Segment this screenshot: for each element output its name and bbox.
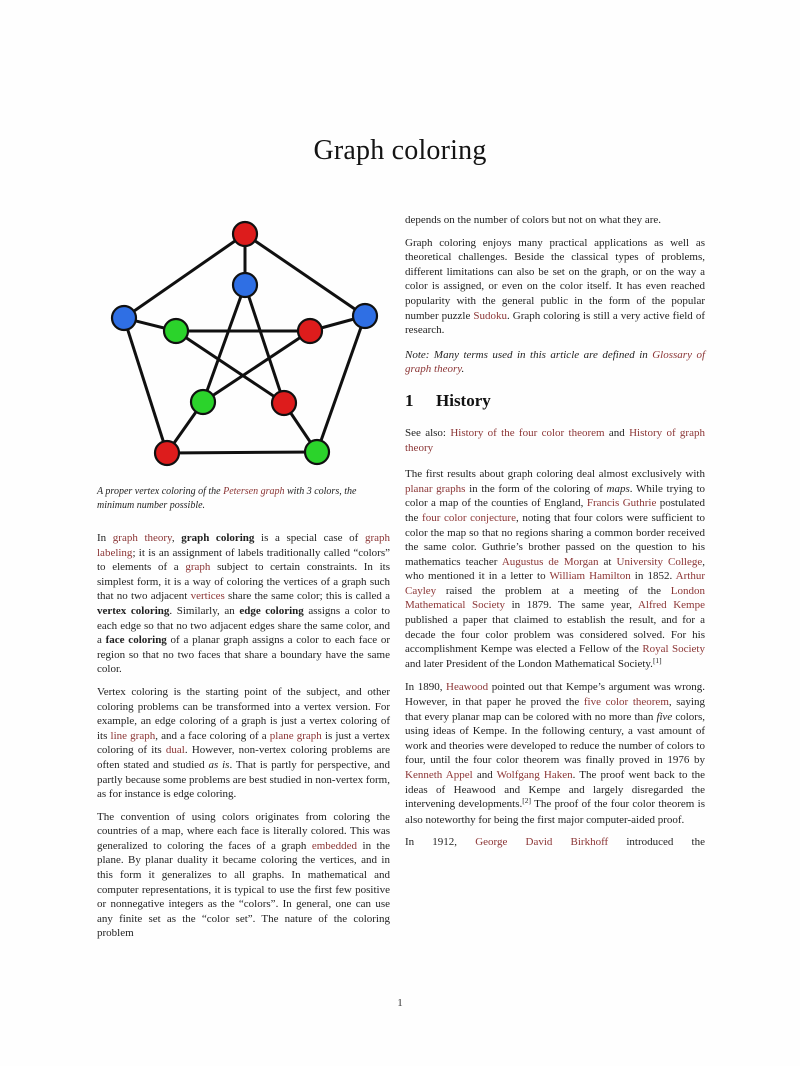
text-segment: is just a vertex coloring of its	[97, 729, 390, 757]
text-segment: In 1890,	[405, 681, 447, 694]
wiki-link[interactable]: embedded	[311, 839, 358, 852]
history-paragraph-1	[405, 467, 705, 672]
see-also-line	[405, 426, 705, 455]
wiki-link[interactable]: plane graph	[269, 729, 322, 742]
graph-vertex-inner-bottom-left	[191, 390, 215, 414]
text-segment: In	[97, 532, 113, 544]
text-segment: The convention of using colors originates from coloring the countries of a map, where each face is literally colored. This was generalized to coloring the faces of a graph	[97, 810, 390, 852]
wiki-link[interactable]: Kenneth Appel	[405, 769, 473, 781]
text-segment: colors, using ideas of Kempe. In the following century, a vast amount of work and theories were developed to reduce the number of colors to four, until the four color theorem was finally proved in 1976 by	[405, 710, 705, 767]
text-segment: is a special case of	[254, 532, 365, 544]
intro-continued-paragraph	[405, 213, 705, 228]
text-segment: five	[656, 710, 673, 723]
wiki-link[interactable]: William Hamilton	[549, 570, 631, 583]
text-segment: in 1879. The same year,	[505, 599, 638, 612]
wiki-link[interactable]: Wolfgang Haken	[496, 769, 573, 781]
text-segment: .	[461, 363, 465, 376]
graph-edge	[245, 285, 284, 403]
text-segment: at	[598, 555, 617, 568]
text-segment: . The proof went back to the ideas of Heawood and Kempe and largely disregarded the intervening developments.	[405, 769, 706, 811]
wiki-link[interactable]: graph theory	[112, 532, 172, 544]
graph-vertex-outer-top	[233, 222, 257, 246]
graph-vertex-inner-top	[233, 273, 257, 297]
text-segment: . Graph coloring is still a very active field of research.	[405, 309, 706, 337]
wiki-link[interactable]: Heawood	[446, 681, 489, 694]
graph-edge	[245, 234, 365, 316]
graph-vertex-outer-left	[112, 306, 136, 330]
text-segment: and	[604, 426, 630, 439]
text-segment: See also:	[405, 426, 451, 439]
wiki-link[interactable]: Arthur Cayley	[405, 570, 705, 597]
text-segment: ; it is an assignment of labels traditionally called “colors” to elements of a	[97, 546, 390, 574]
text-segment: postulated the	[405, 497, 705, 524]
history-paragraph-2	[405, 680, 705, 827]
wiki-link[interactable]: History of graph theory	[405, 426, 705, 454]
intro-paragraph-3	[97, 810, 390, 941]
wiki-link[interactable]: dual	[165, 744, 185, 757]
wiki-link[interactable]: Sudoku	[473, 309, 507, 322]
text-segment: Vertex coloring is the starting point of the subject, and other coloring problems can be transformed into a vertex version. For example, an edge coloring of a graph is just a vertex coloring of its	[97, 685, 390, 742]
text-segment: In 1912,	[405, 836, 476, 849]
text-segment: introduced the	[608, 836, 705, 849]
text-segment: . While trying to color a map of the counties of England,	[405, 482, 705, 510]
text-segment: published a paper that claimed to establish the result, and for a decade the four color problem was considered solved. For his accomplishment Kempe was elected a Fellow of the	[405, 614, 705, 656]
text-segment: as is	[208, 758, 230, 771]
graph-edge	[124, 234, 245, 318]
text-segment: . Similarly, an	[169, 604, 240, 617]
wiki-link[interactable]: George David Birkhoff	[475, 836, 609, 849]
right-column	[405, 213, 705, 941]
wiki-link[interactable]: Glossary of graph theory	[405, 348, 705, 376]
text-segment: face coloring	[105, 634, 167, 647]
graph-edge	[317, 316, 365, 452]
graph-vertex-inner-left	[164, 319, 188, 343]
text-segment: Graph coloring enjoys many practical applications as well as theoretical challenges. Beside the classical types of problems, different limitations can also be set on the graph, or on the way a color is assigned, or even on the color itself. It has even reached popularity with the general public in the form of the popular number puzzle	[405, 236, 705, 322]
text-segment: The proof of the four color theorem is also noteworthy for being the first major computer-aided proof.	[405, 798, 705, 826]
section-number: 1	[405, 390, 414, 410]
intro-paragraph-2	[97, 685, 390, 802]
wiki-link[interactable]: four color conjecture	[422, 511, 516, 524]
text-segment: of a planar graph assigns a color to each face or region so that no two faces that share a boundary have the same color.	[97, 634, 390, 676]
graph-vertex-outer-bottom-left	[155, 441, 179, 465]
text-segment: , and a face coloring of a	[155, 729, 270, 742]
history-paragraph-3	[405, 835, 705, 850]
text-segment: . That is partly for perspective, and partly because some problems are best studied in non-vertex form, as for instance is edge coloring.	[97, 758, 390, 801]
wiki-link[interactable]: graph labeling	[97, 532, 391, 559]
text-segment: [1]	[652, 655, 662, 665]
text-segment: subject to certain constraints. In its simplest form, it is a way of coloring the vertices of a graph such that no two adjacent	[97, 561, 390, 603]
wiki-link[interactable]: History of the four color theorem	[450, 426, 605, 439]
text-segment: A proper vertex coloring of the	[97, 486, 224, 497]
wiki-link[interactable]: five color theorem	[583, 696, 669, 709]
wiki-link[interactable]: University College	[616, 555, 703, 568]
two-column-layout	[97, 213, 705, 941]
text-segment: [2]	[522, 796, 531, 806]
wiki-link[interactable]: vertices	[190, 590, 225, 603]
graph-vertex-inner-right	[298, 319, 322, 343]
figure-caption	[97, 485, 390, 512]
graph-edge	[176, 331, 284, 403]
text-segment: and	[472, 769, 497, 781]
note-paragraph	[405, 348, 705, 377]
wiki-link[interactable]: planar graphs	[405, 482, 466, 495]
text-segment: depends on the number of colors but not on what they are.	[405, 214, 661, 226]
text-segment: pointed out that Kempe’s argument was wrong. However, in that paper he proved the	[405, 681, 706, 709]
text-segment: . However, non-vertex coloring problems are often stated and studied	[97, 744, 391, 771]
text-segment: , noting that four colors were sufficient to color the map so that no regions sharing a common border received the same color. Guthrie’s brother passed on the question to his mathematics teacher	[405, 511, 705, 568]
text-segment: The first results about graph coloring deal almost exclusively with	[405, 468, 705, 481]
graph-edge	[124, 318, 167, 453]
graph-vertex-outer-bottom-right	[305, 440, 329, 464]
section-label: History	[436, 390, 491, 410]
wiki-link[interactable]: London Mathematical Society	[405, 584, 705, 612]
text-segment: in the form of the coloring of	[465, 482, 607, 495]
wiki-link[interactable]: line graph	[110, 729, 156, 742]
text-segment: share the same color; this is called a	[224, 590, 391, 603]
text-segment: Note: Many terms used in this article are defined in	[405, 348, 653, 361]
section-heading-history	[405, 391, 705, 411]
wiki-link[interactable]: Alfred Kempe	[637, 599, 705, 612]
intro-paragraph-1	[97, 531, 390, 677]
graph-edge	[167, 452, 317, 453]
text-segment: ,	[171, 532, 182, 544]
text-segment: and later President of the London Mathematical Society.	[405, 657, 653, 670]
text-segment: maps	[606, 482, 630, 495]
text-segment: raised the problem at a meeting of the	[436, 584, 671, 597]
wiki-link[interactable]: Petersen graph	[223, 486, 285, 497]
text-segment: edge coloring	[239, 604, 304, 617]
page-number: 1	[397, 997, 403, 1009]
graph-edge	[203, 331, 310, 402]
petersen-graph-svg	[97, 217, 390, 469]
graph-vertex-inner-bottom-right	[272, 391, 296, 415]
text-segment: vertex coloring	[97, 604, 170, 617]
applications-paragraph	[405, 236, 705, 338]
wiki-link[interactable]: graph	[185, 561, 211, 574]
text-segment: in 1852.	[630, 570, 676, 583]
text-segment: , who mentioned it in a letter to	[405, 555, 705, 583]
left-column	[97, 213, 390, 941]
graph-vertex-outer-right	[353, 304, 377, 328]
text-segment: assigns a color to each edge so that no two adjacent edges share the same color, and a	[97, 604, 390, 647]
text-segment: graph coloring	[181, 532, 255, 544]
page-title: Graph coloring	[313, 134, 487, 166]
text-segment: in the plane. By planar duality it became coloring the vertices, and in this form it generalizes to all graphs. In mathematical and computer representations, it is typical to use the first few positive or nonnegative integers as the “colors”. In general, one can use any finite set as the “color set”. The nature of the coloring problem	[97, 839, 390, 940]
text-segment: , saying that every planar map can be colored with no more than	[405, 696, 705, 723]
wiki-link[interactable]: Francis Guthrie	[586, 497, 657, 510]
graph-edge	[203, 285, 245, 402]
petersen-graph-figure	[97, 217, 390, 469]
wiki-link[interactable]: Augustus de Morgan	[501, 555, 599, 568]
wiki-link[interactable]: Royal Society	[642, 643, 705, 656]
text-segment: with 3 colors, the minimum number possible.	[97, 486, 357, 511]
